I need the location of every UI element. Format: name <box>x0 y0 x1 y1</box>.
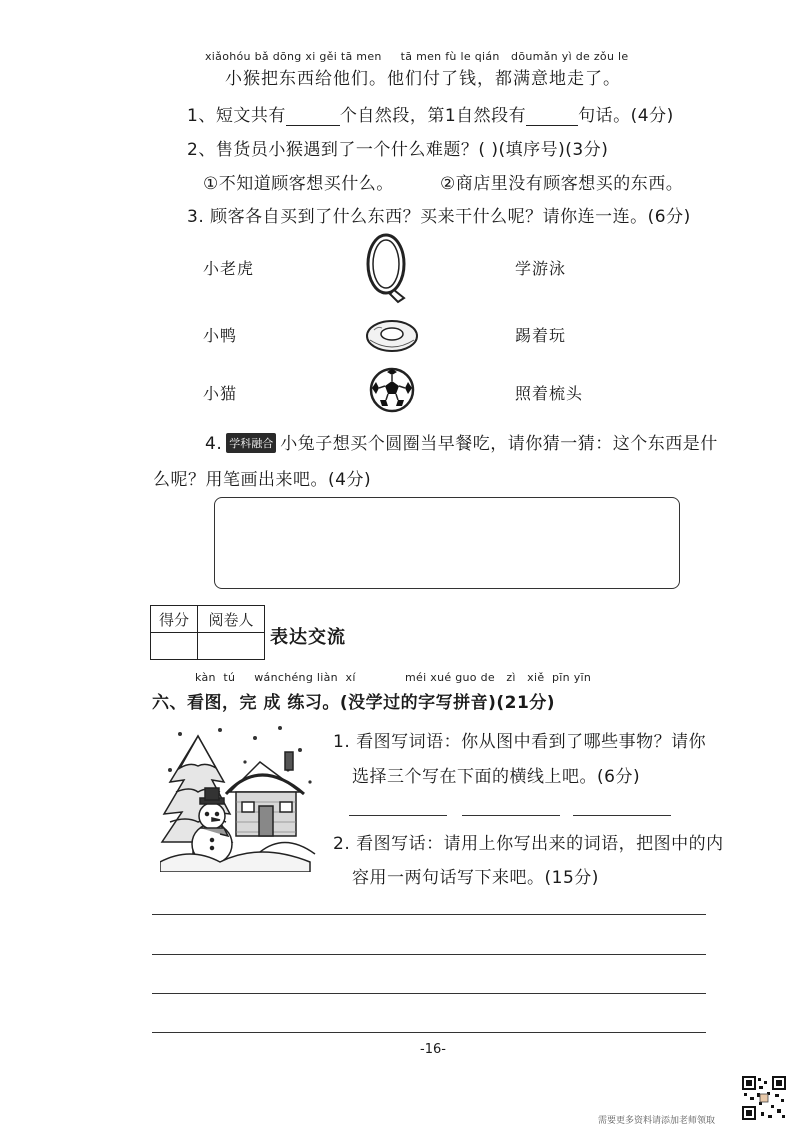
match-left-duck[interactable]: 小鸭 <box>203 326 238 345</box>
q4-line-2: 么呢？用笔画出来吧。(4分) <box>153 470 372 490</box>
story-line: 小猴把东西给他们。他们付了钱，都满意地走了。 <box>225 69 621 89</box>
question-4 <box>205 429 718 454</box>
six-q1-line-2: 选择三个写在下面的横线上吧。(6分) <box>352 767 641 787</box>
section-title: 表达交流 <box>270 627 346 648</box>
q1-blank-paragraphs[interactable] <box>286 107 340 126</box>
match-right-kick[interactable]: 踢着玩 <box>515 326 567 345</box>
swim-ring-icon[interactable] <box>364 314 420 354</box>
footer-note: 需要更多资料请添加老师领取 <box>598 1116 716 1126</box>
word-blank-1[interactable] <box>349 815 447 816</box>
score-cell[interactable] <box>151 633 198 660</box>
writing-line-4[interactable] <box>152 1032 706 1033</box>
writing-line-2[interactable] <box>152 954 706 955</box>
section-six-pinyin: kàn tú wánchéng liàn xí méi xué guo de zì xiě pīn yīn <box>195 671 592 684</box>
drawing-answer-box[interactable] <box>214 497 680 589</box>
q4-number: 4. <box>205 434 223 454</box>
page-number: -16- <box>420 1042 446 1057</box>
winter-scene-picture <box>160 722 320 872</box>
q2-option-2: ②商店里没有顾客想买的东西。 <box>440 174 684 194</box>
qr-code-icon[interactable] <box>741 1075 787 1121</box>
q4-line-1: 小兔子想买个圆圈当早餐吃，请你猜一猜：这个东西是什 <box>280 434 718 454</box>
score-table <box>150 605 265 660</box>
question-3: 3. 顾客各自买到了什么东西？买来干什么呢？请你连一连。(6分) <box>187 207 691 227</box>
writing-line-1[interactable] <box>152 914 706 915</box>
q2-option-1: ①不知道顾客想买什么。 <box>203 174 394 194</box>
match-right-swim[interactable]: 学游泳 <box>515 259 567 278</box>
writing-line-3[interactable] <box>152 993 706 994</box>
question-1 <box>187 101 674 126</box>
match-left-cat[interactable]: 小猫 <box>203 384 238 403</box>
six-q1-line-1: 1. 看图写词语：你从图中看到了哪些事物？请你 <box>333 732 707 752</box>
q1-text-part3: 句话。(4分) <box>578 106 674 126</box>
section-six-title: 六、看图，完 成 练习。(没学过的字写拼音)(21分) <box>152 693 556 713</box>
six-q2-line-1: 2. 看图写话：请用上你写出来的词语，把图中的内 <box>333 834 724 854</box>
snow-ground <box>160 852 310 872</box>
subject-integration-badge: 学科融合 <box>226 433 276 453</box>
word-blank-2[interactable] <box>462 815 560 816</box>
q1-blank-sentences[interactable] <box>526 107 578 126</box>
grader-header: 阅卷人 <box>198 606 265 633</box>
match-left-tiger[interactable]: 小老虎 <box>203 259 255 278</box>
snowy-house <box>226 752 304 836</box>
question-2: 2、售货员小猴遇到了一个什么难题？( )(填序号)(3分) <box>187 140 609 160</box>
mirror-icon[interactable] <box>364 232 414 308</box>
match-right-comb[interactable]: 照着梳头 <box>515 384 584 403</box>
soccer-ball-icon[interactable] <box>368 366 416 414</box>
six-q2-line-2: 容用一两句话写下来吧。(15分) <box>352 868 599 888</box>
grader-cell[interactable] <box>198 633 265 660</box>
q1-text-part2: 个自然段，第1自然段有 <box>339 106 527 126</box>
score-header: 得分 <box>151 606 198 633</box>
q1-text-part1: 1、短文共有 <box>187 106 286 126</box>
word-blank-3[interactable] <box>573 815 671 816</box>
story-pinyin: xiǎohóu bǎ dōng xi gěi tā men tā men fù le qián dōumǎn yì de zǒu le <box>205 50 629 63</box>
